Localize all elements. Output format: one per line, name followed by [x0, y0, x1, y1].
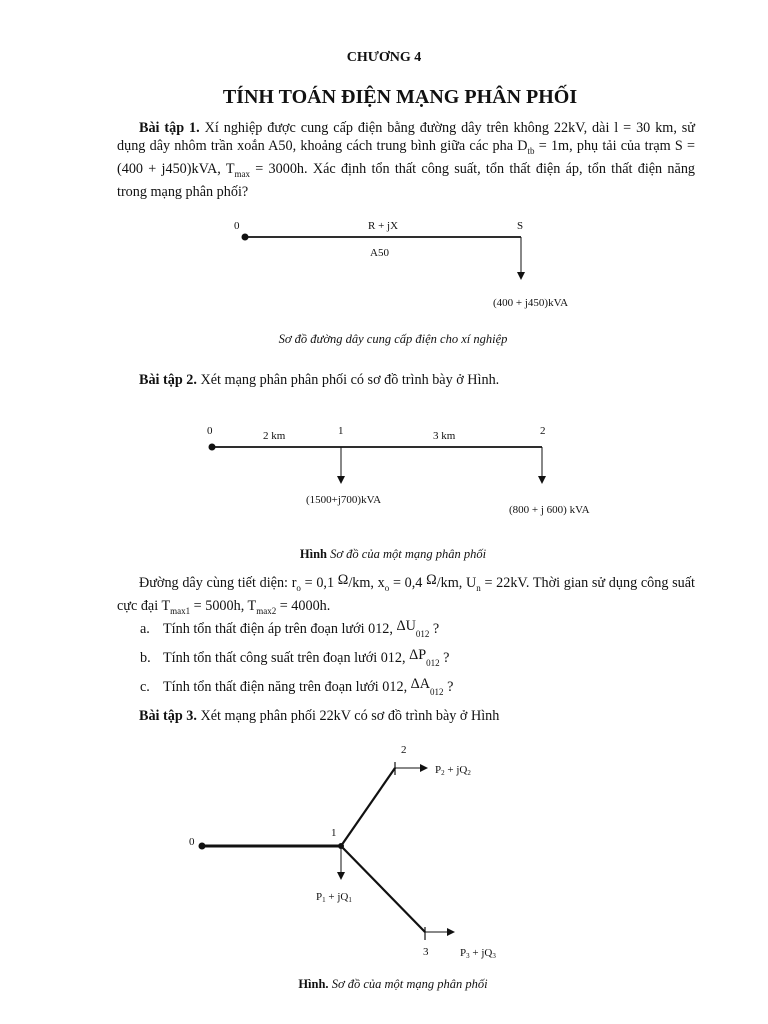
question-a: a. Tính tổn thất điện áp trên đoạn lưới 012, $\Delta U_{012}$ ?	[140, 618, 440, 639]
exercise-2-params: Đường dây cùng tiết diện: $r_o = 0,1$ Ω/km, $x_o = 0,4$ Ω/km, $U_n = 22kV$. Thời gian sử dụng công suất cực đại $T_{max1} = 5000h$, $T_{max2} = 4000h$.	[117, 572, 695, 616]
diagram-1	[234, 220, 568, 309]
load-label: (400 + j450)kVA	[493, 297, 569, 309]
node-2-label: 2	[401, 744, 407, 756]
question-b: b. Tính tổn thất công suất trên đoạn lưới 012, $\Delta P_{012}$ ?	[140, 647, 450, 668]
line-1-2	[341, 768, 395, 846]
node-0-label: 0	[207, 425, 213, 437]
node-0-dot	[199, 843, 206, 850]
line-1-3	[341, 846, 425, 932]
exercise-2-text: Bài tập 2. Xét mạng phân phân phối có sơ đồ trình bày ở Hình.	[139, 372, 500, 388]
load-2-arrow-head	[420, 764, 428, 772]
length-01-label: 2 km	[263, 430, 286, 442]
node-0-dot	[242, 234, 249, 241]
node-0-dot	[209, 444, 216, 451]
load-1-arrow-head	[337, 872, 345, 880]
load-1-label: P1 + jQ1	[316, 891, 352, 904]
exercise-1-text: Bài tập 1. Xí nghiệp được cung cấp điện bằng đường dây trên không 22kV, dài l = 30 km, sử dụng dây nhôm trần xoắn A50, khoảng cách trung bình giữa các pha $D_{tb} = 1m$, phụ tải của trạm S = (400 + j450)kVA, $T_{max} = 3000h$. Xác định tổn thất công suất, tổn thất điện áp, tổn thất điện năng trong mạng phân phối?	[117, 120, 696, 200]
load-1-arrow-head	[337, 476, 345, 484]
diagram-2-caption: Hình Sơ đồ của một mạng phân phối	[299, 547, 487, 561]
diagram-3	[189, 744, 496, 960]
node-s-label: S	[517, 220, 524, 232]
node-1-label: 1	[338, 425, 344, 437]
question-c: c. Tính tổn thất điện năng trên đoạn lưới 012, $\Delta A_{012}$ ?	[140, 676, 454, 697]
load-1-label: (1500+j700)kVA	[306, 494, 382, 506]
load-3-arrow-head	[447, 928, 455, 936]
exercise-1-label: Bài tập 1.	[139, 120, 200, 136]
page-title: TÍNH TOÁN ĐIỆN MẠNG PHÂN PHỐI	[222, 86, 578, 108]
node-0-label: 0	[234, 220, 240, 232]
load-2-label: P2 + jQ2	[435, 764, 471, 777]
diagram-1-caption: Sơ đồ đường dây cung cấp điện cho xí nghiệp	[278, 332, 508, 346]
load-2-arrow-head	[538, 476, 546, 484]
exercise-2-label: Bài tập 2.	[139, 372, 197, 388]
node-1-label: 1	[331, 827, 337, 839]
node-0-label: 0	[189, 836, 195, 848]
node-3-label: 3	[423, 946, 429, 958]
load-3-label: P3 + jQ3	[460, 947, 496, 960]
exercise-3-label: Bài tập 3.	[139, 708, 197, 724]
length-12-label: 3 km	[433, 430, 456, 442]
load-2-label: (800 + j 600) kVA	[509, 504, 590, 516]
load-arrow-head	[517, 272, 525, 280]
chapter-heading: CHƯƠNG 4	[346, 50, 422, 65]
impedance-label: R + jX	[368, 220, 399, 232]
diagram-3-caption: Hình. Sơ đồ của một mạng phân phối	[298, 977, 488, 991]
wire-label: A50	[370, 247, 389, 259]
diagram-2	[207, 425, 590, 516]
exercise-3-text: Bài tập 3. Xét mạng phân phối 22kV có sơ đồ trình bày ở Hình	[139, 708, 500, 724]
node-2-label: 2	[540, 425, 546, 437]
